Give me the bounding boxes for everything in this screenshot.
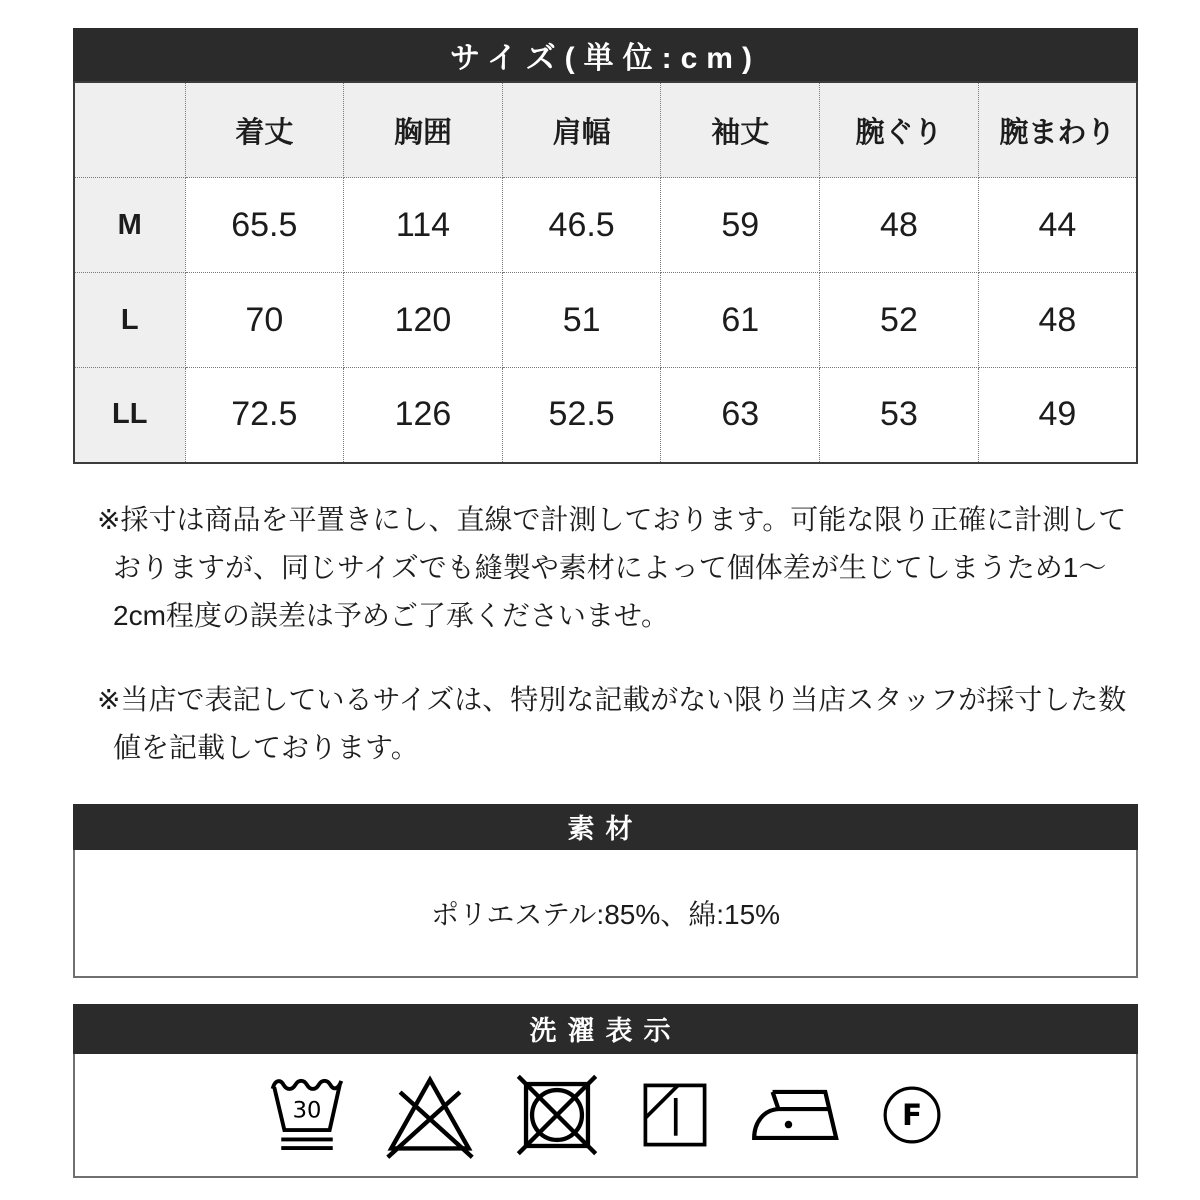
laundry-title-bar [73, 1004, 1138, 1054]
table-row-size-m [74, 178, 1137, 273]
cell-value: 52.5 [502, 368, 661, 463]
table-row-size-l [74, 273, 1137, 368]
dry-clean-letter-label: F [901, 1097, 922, 1132]
do-not-tumble-dry-icon [514, 1072, 600, 1158]
size-table-title-bar [73, 28, 1138, 81]
cell-value: 72.5 [185, 368, 344, 463]
cell-value: 48 [978, 273, 1137, 368]
column-header: 腕まわり [978, 82, 1137, 178]
line-dry-in-shade-icon [638, 1078, 712, 1152]
size-table-header-row [74, 82, 1137, 178]
row-label: LL [74, 368, 185, 463]
column-header: 袖丈 [661, 82, 820, 178]
do-not-bleach-icon [384, 1071, 476, 1159]
dry-clean-F-icon [880, 1083, 944, 1147]
laundry-title: 洗濯表示 [529, 1016, 682, 1046]
staff-measured-note: ※当店で表記しているサイズは、特別な記載がない限り当店スタッフが採寸した数値を記載しております。 [97, 683, 1127, 763]
cell-value: 65.5 [185, 178, 344, 273]
material-content-box [73, 850, 1138, 978]
laundry-symbols-box [73, 1054, 1138, 1178]
column-header: 腕ぐり [820, 82, 979, 178]
cell-value: 51 [502, 273, 661, 368]
wash-temperature-label: 30 [292, 1097, 321, 1124]
cell-value: 126 [344, 368, 503, 463]
cell-value: 48 [820, 178, 979, 273]
iron-low-heat-icon [750, 1085, 842, 1144]
cell-value: 61 [661, 273, 820, 368]
column-header: 肩幅 [502, 82, 661, 178]
size-table [73, 81, 1138, 464]
material-title-bar [73, 804, 1138, 850]
cell-value: 44 [978, 178, 1137, 273]
cell-value: 52 [820, 273, 979, 368]
cell-value: 46.5 [502, 178, 661, 273]
column-header: 胸囲 [344, 82, 503, 178]
size-table-title: サイズ(単位:cm) [450, 41, 761, 75]
size-table-corner-cell [74, 82, 185, 178]
material-title: 素材 [567, 814, 644, 844]
laundry-care-section [73, 1004, 1138, 1178]
cell-value: 59 [661, 178, 820, 273]
material-composition: ポリエステル:85%、綿:15% [430, 898, 781, 930]
cell-value: 70 [185, 273, 344, 368]
cell-value: 114 [344, 178, 503, 273]
cell-value: 120 [344, 273, 503, 368]
table-row-size-ll [74, 368, 1137, 463]
cell-value: 53 [820, 368, 979, 463]
row-label: L [74, 273, 185, 368]
material-section [73, 804, 1138, 978]
cell-value: 63 [661, 368, 820, 463]
column-header: 着丈 [185, 82, 344, 178]
row-label: M [74, 178, 185, 273]
washtub-30-very-gentle-icon [268, 1072, 346, 1157]
measurement-disclaimer-note: ※採寸は商品を平置きにし、直線で計測しております。可能な限り正確に計測しておりますが、同じサイズでも縫製や素材によって個体差が生じてしまうため1〜2cm程度の誤差は予めご了承くださいませ。 [97, 503, 1127, 631]
cell-value: 49 [978, 368, 1137, 463]
